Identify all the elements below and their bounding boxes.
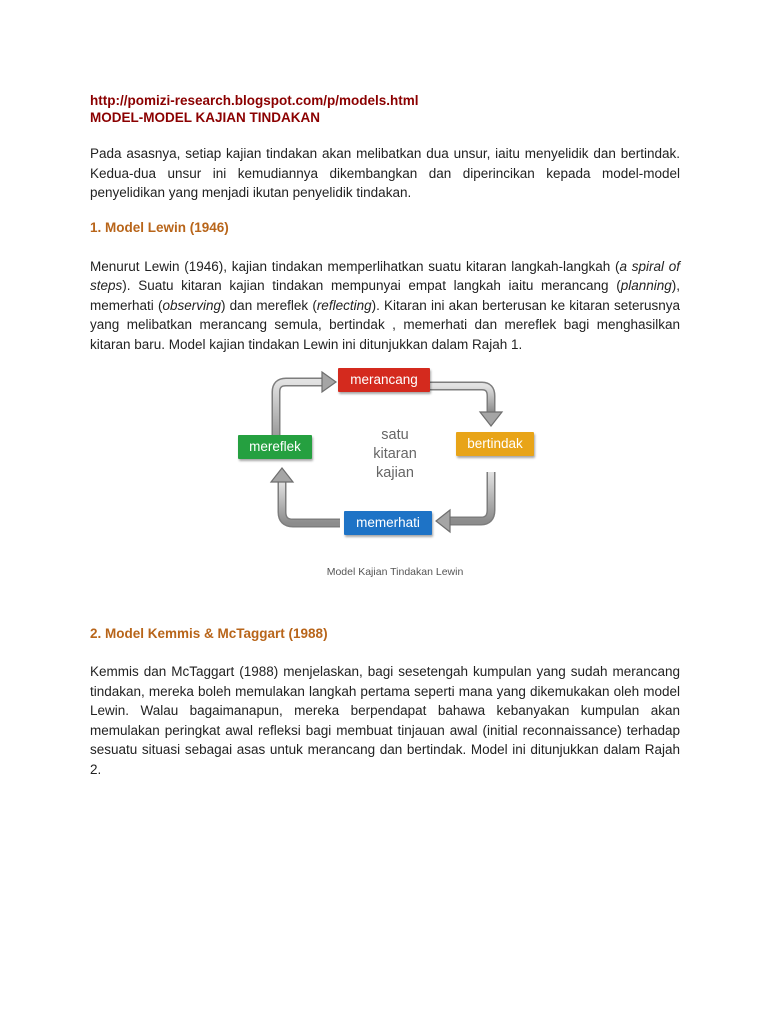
lewin-em-planning: planning [620, 278, 672, 293]
source-url: http://pomizi-research.blogspot.com/p/models.html [90, 93, 419, 108]
kemmis-paragraph: Kemmis dan McTaggart (1988) menjelaskan, bagi sesetengah kumpulan yang sudah merancang tindakan, mereka boleh memulakan langkah pertama seperti mana yang dikemukakan oleh model Lewin. Walau bagaimanapun, mereka berpendapat bahawa kebanyakan kumpulan akan memulakan peringkat awal refleksi bagi membuat tinjauan awal (initial reconnaissance) terhadap sesuatu situasi sebagai asas untuk merancang dan bertindak. Model ini ditunjukkan dalam Rajah 2. [90, 664, 680, 777]
center-line-3: kajian [376, 465, 414, 481]
document-content [90, 92, 680, 779]
lewin-text-5: ). Kitaran ini akan berterusan ke kitaran seterusnya yang melibatkan merancang semula, bertindak , memerhati dan mereflek bagi menghasilkan kitaran baru. Model kajian tindakan Lewin ini ditunjukkan dalam Rajah 1. [90, 297, 680, 352]
memerhati-box: memerhati [344, 511, 432, 535]
lewin-text-3: ), memerhati ( [90, 278, 680, 313]
section-kemmis-heading: 2. Model Kemmis & McTaggart (1988) [90, 626, 328, 641]
center-line-2: kitaran [373, 446, 417, 462]
lewin-em-spiral: a spiral of steps [90, 258, 680, 293]
lewin-em-observing: observing [162, 297, 221, 313]
arrowhead-to-memerhati [436, 510, 450, 532]
lewin-text-4: ) dan mereflek ( [221, 297, 317, 313]
lewin-text-1: Menurut Lewin (1946), kajian tindakan memperlihatkan suatu kitaran langkah-langkah ( [90, 258, 620, 274]
cycle-arrows [90, 362, 680, 624]
section-lewin-heading: 1. Model Lewin (1946) [90, 219, 229, 235]
center-line-1: satu [381, 427, 409, 443]
lewin-cycle-diagram [90, 362, 680, 624]
bertindak-box: bertindak [456, 432, 534, 456]
arrow-top-right [426, 386, 491, 412]
lewin-em-reflecting: reflecting [316, 297, 372, 313]
merancang-box: merancang [338, 368, 430, 392]
arrow-bottom-left [282, 482, 340, 523]
arrow-bottom-right [450, 472, 491, 521]
lewin-text-2: ). Suatu kitaran kajian tindakan mempunyai empat langkah iaitu merancang ( [122, 278, 621, 293]
intro-paragraph: Pada asasnya, setiap kajian tindakan akan melibatkan dua unsur, iaitu menyelidik dan bertindak. Kedua-dua unsur ini kemudiannya dikembangkan dan diperincikan kepada model-model penyelidikan yang menjadi ikutan penyelidik tindakan. [90, 146, 680, 200]
page-title: MODEL-MODEL KAJIAN TINDAKAN [90, 110, 320, 125]
cycle-center-label [350, 426, 440, 483]
arrowhead-to-mereflek [271, 468, 293, 482]
lewin-paragraph [90, 257, 680, 355]
diagram-caption: Model Kajian Tindakan Lewin [326, 566, 464, 578]
arrowhead-to-merancang [322, 372, 336, 392]
mereflek-box: mereflek [238, 435, 312, 459]
arrowhead-to-bertindak [480, 412, 502, 426]
